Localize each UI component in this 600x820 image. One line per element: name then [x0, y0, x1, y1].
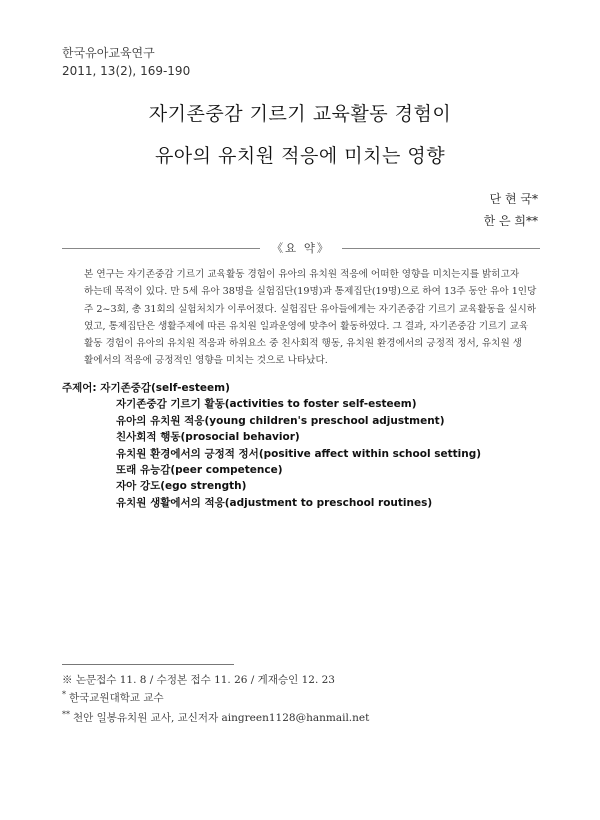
- keyword-item: 또래 유능감(peer competence): [116, 464, 283, 477]
- author-2-name: 한 은 희: [483, 214, 526, 228]
- journal-name: 한국유아교육연구: [62, 46, 155, 60]
- footnote-mark: **: [62, 710, 70, 719]
- paper-title-line-2: 유아의 유치원 적응에 미치는 영향: [154, 145, 446, 167]
- abstract-line: 본 연구는 자기존중감 기르기 교육활동 경험이 유아의 유치원 적응에 어떠한 영향을 미치는지를 밝히고자: [84, 269, 520, 280]
- author-2: [484, 212, 538, 229]
- keywords: [62, 380, 481, 511]
- abstract-line: 활에서의 적응에 긍정적인 영향을 미치는 것으로 나타났다.: [84, 355, 328, 367]
- keyword-item: 자아 강도(ego strength): [116, 480, 247, 493]
- keyword-item: 자기존중감(self-esteem): [100, 382, 230, 394]
- keyword-item: 유치원 환경에서의 긍정적 정서(positive affect within school setting): [116, 447, 482, 460]
- keyword-item: 친사회적 행동(prosocial behavior): [116, 431, 300, 444]
- footnote-author-1: [62, 690, 164, 705]
- abstract-line: 주 2~3회, 총 31회의 실험처치가 이루어졌다. 실험집단 유아들에게는 자기존중감 기르기 교육활동을 실시하: [84, 303, 537, 315]
- abstract-heading-label: 《요 약》: [271, 241, 331, 255]
- author-1: [490, 190, 538, 207]
- abstract-line: 하는데 목적이 있다. 만 5세 유아 38명을 실험집단(19명)과 통제집단(19명)으로 하여 13주 동안 유아 1인당: [84, 286, 537, 298]
- author-1-name: 단 현 국: [489, 192, 532, 206]
- footnote-text: 한국교원대학교 교수: [69, 692, 164, 704]
- keywords-label: 주제어:: [62, 382, 97, 394]
- keyword-row-first: [62, 380, 481, 396]
- footnote-dates: ※ 논문접수 11. 8 / 수정본 접수 11. 26 / 게재승인 12. 23: [62, 674, 335, 686]
- keyword-item: 유아의 유치원 적응(young children's preschool adjustment): [116, 414, 445, 427]
- footnote-divider: [62, 664, 234, 665]
- author-1-mark: *: [532, 192, 538, 206]
- abstract-line: 활동 경험이 유아의 유치원 적응과 하위요소 중 친사회적 행동, 유치원 환경에서의 긍정적 정서, 유치원 생: [84, 338, 523, 350]
- footnote-author-2: [62, 710, 369, 725]
- abstract-heading: [62, 240, 540, 256]
- abstract-line: 였고, 통제집단은 생활주제에 따른 유치원 일과운영에 맞추어 활동하였다. 그 결과, 자기존중감 기르기 교육: [84, 320, 529, 332]
- keyword-item: 자기존중감 기르기 활동(activities to foster self-esteem): [116, 398, 417, 411]
- author-2-mark: **: [526, 214, 538, 228]
- keyword-item: 유치원 생활에서의 적응(adjustment to preschool routines): [116, 496, 433, 509]
- paper-title-line-1: 자기존중감 기르기 교육활동 경험이: [148, 103, 452, 125]
- journal-citation: 2011, 13(2), 169-190: [62, 64, 191, 78]
- abstract-body: [84, 266, 537, 370]
- footnote-mark: *: [62, 690, 66, 699]
- abstract-rule-right: [342, 248, 540, 249]
- journal-header: [62, 44, 190, 80]
- footnote-text: 천안 일봉유치원 교사, 교신저자 aingreen1128@hanmail.net: [73, 712, 370, 724]
